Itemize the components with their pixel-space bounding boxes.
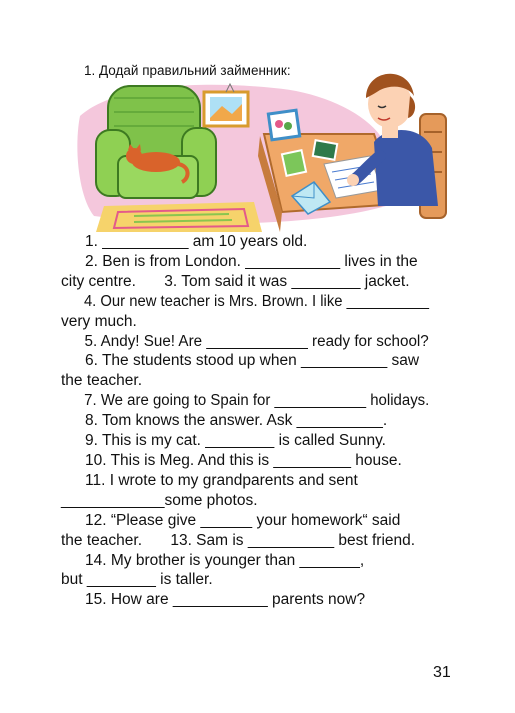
sentence-12-continuation: the teacher. bbox=[61, 531, 143, 549]
sentence-15: 15. How are ___________ parents now? bbox=[85, 591, 366, 609]
classroom-illustration bbox=[74, 56, 454, 232]
sentence-11: 11. I wrote to my grandparents and sent bbox=[85, 471, 358, 489]
sentence-12: 12. “Please give ______ your homework“ said bbox=[85, 511, 401, 529]
sentence-1: 1. __________ am 10 years old. bbox=[85, 233, 308, 250]
rug-icon bbox=[96, 202, 262, 232]
sentence-14-continuation: but ________ is taller. bbox=[61, 571, 213, 589]
exercise-sentences bbox=[61, 232, 453, 610]
sentence-3: 3. Tom said it was ________ jacket. bbox=[164, 272, 410, 290]
sentence-5: 5. Andy! Sue! Are ____________ ready for school? bbox=[84, 332, 429, 350]
sentence-7: 7. We are going to Spain for ___________ holidays. bbox=[84, 392, 430, 410]
sentence-11-continuation: ____________some photos. bbox=[61, 491, 258, 509]
armchair-icon bbox=[96, 86, 216, 198]
sentence-2-continuation: city centre. bbox=[61, 272, 136, 290]
sentence-4-continuation: very much. bbox=[61, 312, 137, 330]
sentence-13: 13. Sam is __________ best friend. bbox=[170, 531, 416, 549]
sentence-4: 4. Our new teacher is Mrs. Brown. I like __________ bbox=[83, 292, 430, 310]
exercise-heading: 1. Додай правильний займенник: bbox=[84, 63, 291, 78]
sentence-2 bbox=[61, 252, 453, 272]
sentence-2-part-1: 2. Ben is from London. ___________ lives in the bbox=[85, 252, 418, 270]
sentence-9: 9. This is my cat. ________ is called Sunny. bbox=[85, 432, 386, 450]
sentence-6: 6. The students stood up when __________ saw bbox=[85, 352, 420, 370]
sentence-14: 14. My brother is younger than _______, bbox=[85, 551, 365, 569]
sentence-8: 8. Tom knows the answer. Ask __________. bbox=[85, 412, 388, 430]
sentence-10: 10. This is Meg. And this is _________ house. bbox=[85, 451, 402, 469]
page-number: 31 bbox=[433, 664, 451, 681]
sentence-6-continuation: the teacher. bbox=[61, 372, 143, 390]
